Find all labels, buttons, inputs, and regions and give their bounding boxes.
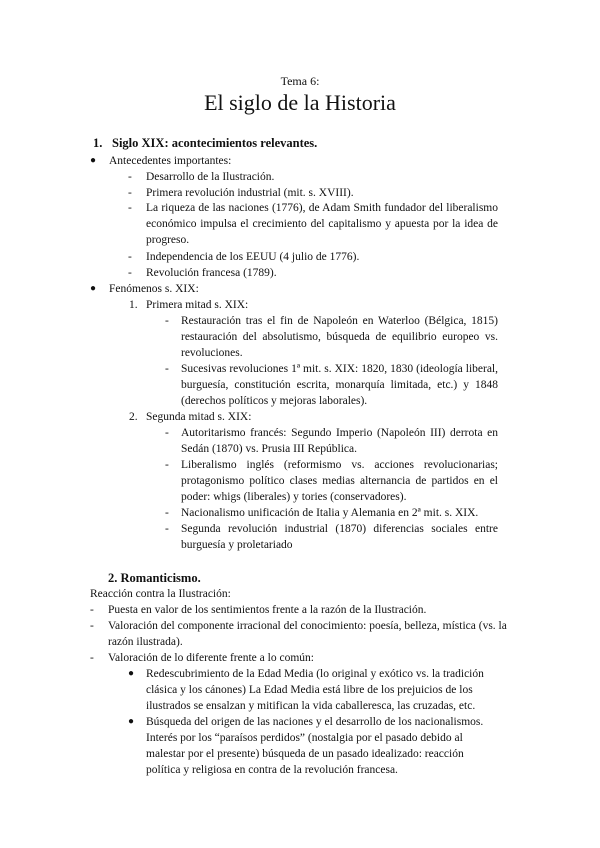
dash-marker: - xyxy=(128,187,132,199)
dash-marker: - xyxy=(165,427,169,439)
segunda-mitad-item: Liberalismo inglés (reformismo vs. acciones revolucionarias; protagonismo político clases medias alternancia de partidos en el poder: whigs (liberales) y tories (conservadores). xyxy=(181,459,498,503)
fenomenos-label: Fenómenos s. XIX: xyxy=(109,283,199,295)
antecedente-item: Primera revolución industrial (mit. s. XVIII). xyxy=(146,187,354,199)
dash-marker: - xyxy=(165,507,169,519)
dash-marker: - xyxy=(128,202,132,214)
antecedente-item: Revolución francesa (1789). xyxy=(146,267,277,279)
sublist-number: 1. xyxy=(129,299,138,311)
romanticismo-item: Valoración de lo diferente frente a lo común: xyxy=(108,652,314,664)
dash-marker: - xyxy=(90,652,94,664)
dash-marker: - xyxy=(128,267,132,279)
antecedente-item: La riqueza de las naciones (1776), de Adam Smith fundador del liberalismo económico impulsa el crecimiento del capitalismo y apuesta por la idea de progreso. xyxy=(146,202,498,246)
topic-label: Tema 6: xyxy=(280,74,320,88)
section2-heading: 2. Romanticismo. xyxy=(108,571,201,585)
romanticismo-subitem: Búsqueda del origen de las naciones y el desarrollo de los nacionalismos. Interés por los “paraísos perdidos” (nostalgia por el pasado debido al malestar por el presente) búsqueda de un pasado idealizado: reacción política y religiosa en contra de la revolución francesa. xyxy=(146,716,484,776)
dash-marker: - xyxy=(128,251,132,263)
primera-mitad-item: Sucesivas revoluciones 1ª mit. s. XIX: 1820, 1830 (ideología liberal, burguesía, constitución escrita, monarquía limitada, etc.) y 1848 (derechos políticos y mejoras laborales). xyxy=(181,363,498,407)
section1-number: 1. xyxy=(93,136,103,150)
dash-marker: - xyxy=(165,523,169,535)
primera-mitad-item: Restauración tras el fin de Napoleón en Waterloo (Bélgica, 1815) restauración del absolutismo, búsqueda de equilibrio europeo vs. revoluciones. xyxy=(181,315,498,359)
bullet-marker: ● xyxy=(90,283,97,294)
sublist-number: 2. xyxy=(129,411,138,423)
segunda-mitad-label: Segunda mitad s. XIX: xyxy=(146,411,252,423)
antecedente-item: Independencia de los EEUU (4 julio de 1776). xyxy=(146,251,360,263)
bullet-marker: ● xyxy=(128,668,135,679)
bullet-marker: ● xyxy=(90,155,97,166)
section2-intro: Reacción contra la Ilustración: xyxy=(90,588,231,600)
dash-marker: - xyxy=(90,604,94,616)
dash-marker: - xyxy=(165,459,169,471)
document-title: El siglo de la Historia xyxy=(204,90,396,115)
dash-marker: - xyxy=(165,363,169,375)
romanticismo-item: Puesta en valor de los sentimientos frente a la razón de la Ilustración. xyxy=(108,604,427,616)
romanticismo-item: Valoración del componente irracional del conocimiento: poesía, belleza, mística (vs. la razón ilustrada). xyxy=(108,620,507,648)
segunda-mitad-item: Nacionalismo unificación de Italia y Alemania en 2ª mit. s. XIX. xyxy=(181,507,479,519)
antecedentes-label: Antecedentes importantes: xyxy=(109,155,232,167)
segunda-mitad-item: Autoritarismo francés: Segundo Imperio (Napoleón III) derrota en Sedán (1870) vs. Prusia III República. xyxy=(181,427,498,455)
primera-mitad-label: Primera mitad s. XIX: xyxy=(146,299,249,311)
section1-heading: Siglo XIX: acontecimientos relevantes. xyxy=(112,136,318,150)
segunda-mitad-item: Segunda revolución industrial (1870) diferencias sociales entre burguesía y proletariado xyxy=(181,523,498,551)
dash-marker: - xyxy=(165,315,169,327)
dash-marker: - xyxy=(128,171,132,183)
bullet-marker: ● xyxy=(128,716,135,727)
antecedente-item: Desarrollo de la Ilustración. xyxy=(146,171,275,183)
dash-marker: - xyxy=(90,620,94,632)
romanticismo-subitem: Redescubrimiento de la Edad Media (lo original y exótico vs. la tradición clásica y los cánones) La Edad Media está libre de los prejuicios de los ilustrados se ensalzan y mitifican la vida caballeresca, las cruzadas, etc. xyxy=(146,668,484,712)
